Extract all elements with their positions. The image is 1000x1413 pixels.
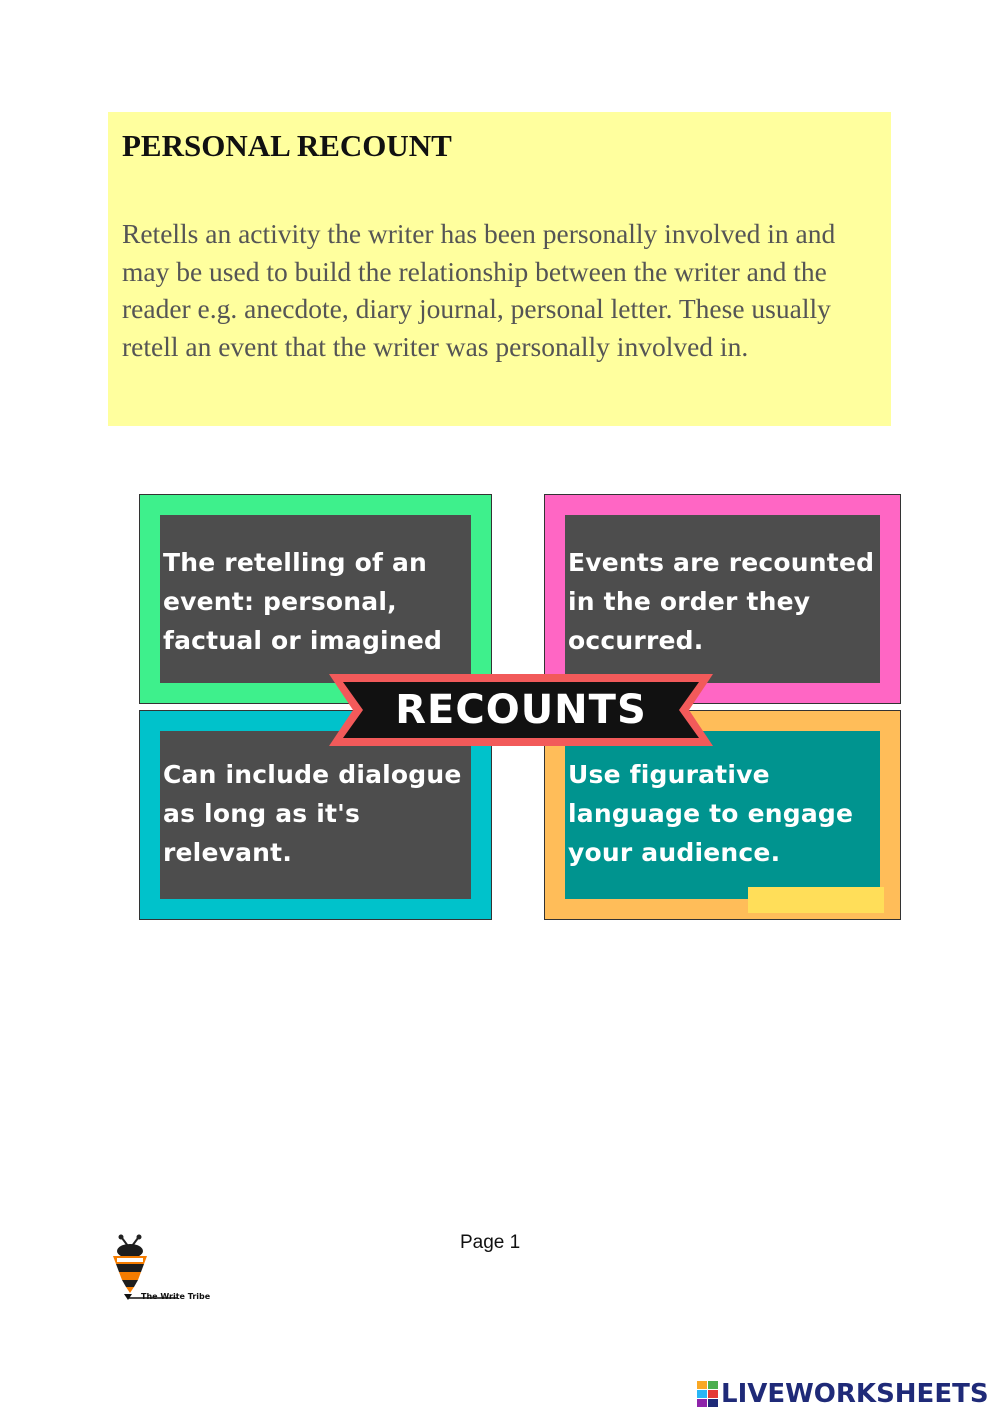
page-number: Page 1 <box>460 1232 521 1253</box>
recounts-banner <box>329 674 713 746</box>
card-panel <box>160 731 471 899</box>
card-panel <box>565 731 880 899</box>
definition-body: Retells an activity the writer has been personally involved in and may be used to build the relationship between the writer and the reader e.g. anecdote, diary journal, personal letter. These usually retell an event that the writer was personally involved in. <box>122 218 836 362</box>
card-text: Can include dialogue as long as it's relevant. <box>163 760 462 867</box>
card-order <box>544 494 901 704</box>
card-text: Use figurative language to engage your audience. <box>568 760 854 867</box>
banner-title: RECOUNTS <box>395 687 647 733</box>
liveworksheets-brand[interactable] <box>697 1376 989 1412</box>
definition-title: PERSONAL RECOUNT <box>122 128 452 163</box>
write-tribe-logo <box>108 1234 218 1309</box>
logo-caption: The Write Tribe <box>141 1292 211 1301</box>
recounts-infographic <box>139 494 901 920</box>
card-retelling <box>139 494 492 704</box>
card-panel <box>160 515 471 683</box>
brand-name: LIVEWORKSHEETS <box>721 1379 989 1409</box>
liveworksheets-logo-icon <box>697 1381 719 1407</box>
card-panel <box>565 515 880 683</box>
decorative-strip <box>748 887 884 913</box>
definition-box <box>108 112 891 426</box>
card-text: The retelling of an event: personal, factual or imagined <box>163 548 443 655</box>
card-text: Events are recounted in the order they occurred. <box>568 548 875 655</box>
